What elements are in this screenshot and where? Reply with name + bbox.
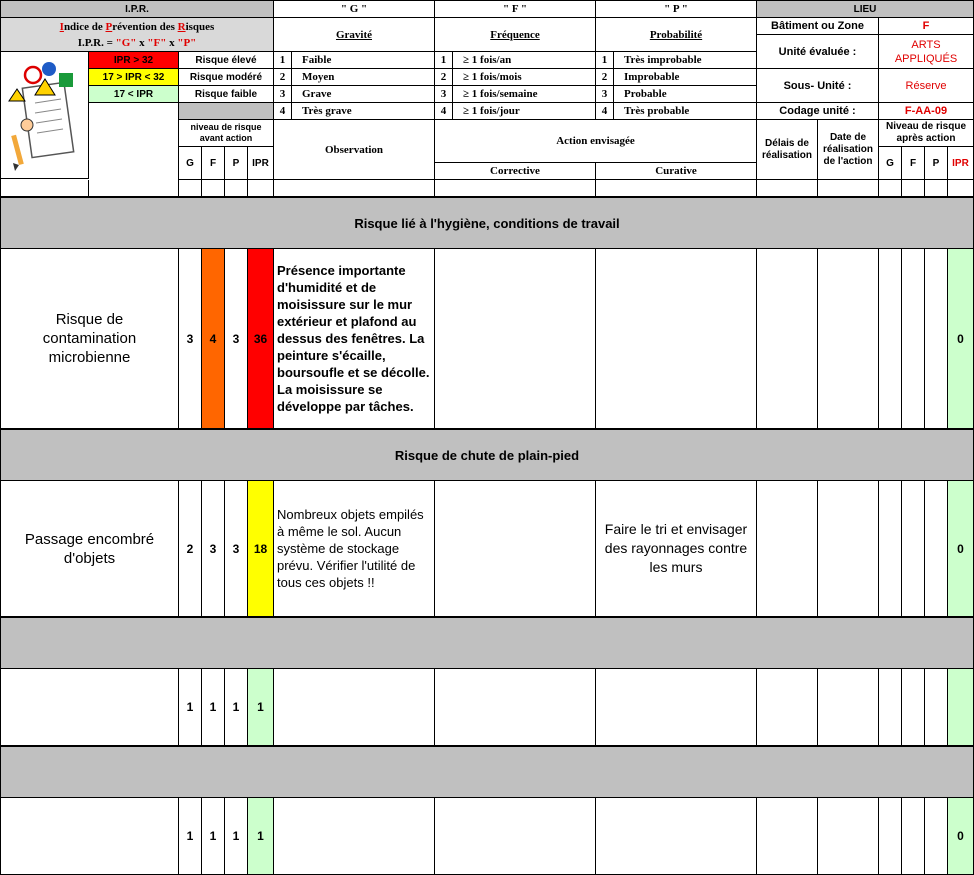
spacer-cell: [757, 180, 818, 197]
ipr-formula: [78, 35, 197, 51]
corrective-action: [435, 249, 596, 429]
after-p-cell: [925, 481, 948, 617]
sous-unite-label: Sous- Unité :: [757, 69, 879, 103]
g-scale-label: Grave: [292, 86, 435, 103]
spacer-cell: [1, 180, 89, 197]
sous-unite-value: Réserve: [879, 69, 974, 103]
date-cell: [818, 249, 879, 429]
after-g-cell: [879, 798, 902, 875]
g-scale-number: 4: [274, 103, 292, 120]
risk-ipr-value: 1: [248, 798, 274, 875]
risk-ipr-value: 36: [248, 249, 274, 429]
ipr-title-part: révention des: [112, 20, 178, 33]
p-scale-header: " P ": [596, 1, 757, 18]
g-scale-number: 2: [274, 69, 292, 86]
curative-action: Faire le tri et envisager des rayonnages contre les murs: [596, 481, 757, 617]
observation-text: [274, 669, 435, 746]
level-range-low: 17 < IPR: [89, 86, 179, 103]
ipr-title-part: isques: [185, 20, 215, 33]
formula-p: "P": [177, 36, 197, 49]
risk-p-value: 3: [225, 481, 248, 617]
p-scale-number: 4: [596, 103, 614, 120]
after-col-p: P: [925, 147, 948, 180]
curative-header: Curative: [596, 163, 757, 180]
date-header: Date de réalisation de l'action: [818, 120, 879, 180]
observation-text: [274, 798, 435, 875]
ipr-cap-i: I: [59, 20, 64, 33]
risk-g-value: 2: [179, 481, 202, 617]
date-cell: [818, 481, 879, 617]
delais-header: Délais de réalisation: [757, 120, 818, 180]
ipr-header: I.P.R.: [1, 1, 274, 18]
spacer-cell: [879, 180, 902, 197]
spacer-cell: [202, 180, 225, 197]
curative-action: [596, 669, 757, 746]
level-label-high: Risque élevé: [179, 52, 274, 69]
after-ipr-value: 0: [948, 481, 974, 617]
spacer-cell: [925, 180, 948, 197]
spacer-cell: [818, 180, 879, 197]
section-header: [1, 746, 974, 798]
safety-illustration: [1, 52, 89, 179]
risk-f-value: 3: [202, 481, 225, 617]
ipr-title: [1, 18, 274, 52]
risk-name: Passage encombré d'objets: [1, 481, 179, 617]
spacer-cell: [274, 180, 435, 197]
after-p-cell: [925, 669, 948, 746]
risk-f-value: 1: [202, 798, 225, 875]
p-scale-number: 2: [596, 69, 614, 86]
batiment-label: Bâtiment ou Zone: [757, 18, 879, 35]
delais-cell: [757, 481, 818, 617]
formula-x: x: [166, 36, 178, 49]
after-g-cell: [879, 249, 902, 429]
ipr-cap-p: P: [105, 20, 113, 33]
formula-text: I.P.R. =: [77, 36, 116, 49]
risk-name: [1, 669, 179, 746]
corrective-header: Corrective: [435, 163, 596, 180]
section-header: Risque lié à l'hygiène, conditions de travail: [1, 197, 974, 249]
p-scale-label: Très probable: [614, 103, 757, 120]
curative-action: [596, 798, 757, 875]
f-scale-title: Fréquence: [435, 18, 596, 52]
section-header: [1, 617, 974, 669]
risk-p-value: 1: [225, 669, 248, 746]
after-g-cell: [879, 481, 902, 617]
risk-f-value: 1: [202, 669, 225, 746]
f-scale-header: " F ": [435, 1, 596, 18]
blank-gray-cell: [179, 103, 274, 120]
g-scale-header: " G ": [274, 1, 435, 18]
ipr-cap-r: R: [177, 20, 186, 33]
risk-ipr-value: 1: [248, 669, 274, 746]
after-col-ipr: IPR: [948, 147, 974, 180]
observation-text: Présence importante d'humidité et de moisissure sur le mur extérieur et plafond au dessus des fenêtres. La peinture s'écaille, boursoufle et se décolle. La moisissure se développe par tâches.: [274, 249, 435, 429]
risk-ipr-value: 18: [248, 481, 274, 617]
f-scale-number: 3: [435, 86, 453, 103]
risk-p-value: 1: [225, 798, 248, 875]
after-col-f: F: [902, 147, 925, 180]
g-scale-label: Moyen: [292, 69, 435, 86]
after-action-header: Niveau de risque après action: [879, 120, 974, 147]
risk-g-value: 1: [179, 798, 202, 875]
ipr-title-part: ndice de: [63, 20, 106, 33]
observation-header: Observation: [274, 120, 435, 180]
spacer-cell: [948, 180, 974, 197]
batiment-value: F: [879, 18, 974, 35]
risk-f-value: 4: [202, 249, 225, 429]
f-scale-number: 2: [435, 69, 453, 86]
formula-x: x: [136, 36, 148, 49]
unite-label: Unité évaluée :: [757, 35, 879, 69]
lieu-header: LIEU: [757, 1, 974, 18]
f-scale-number: 4: [435, 103, 453, 120]
f-scale-number: 1: [435, 52, 453, 69]
codage-value: F-AA-09: [879, 103, 974, 120]
formula-f: "F": [147, 36, 167, 49]
spacer-cell: [248, 180, 274, 197]
ipr-title-line: [60, 19, 215, 35]
corrective-action: [435, 481, 596, 617]
p-scale-number: 1: [596, 52, 614, 69]
after-ipr-value: 0: [948, 249, 974, 429]
risk-name: [1, 798, 179, 875]
after-f-cell: [902, 249, 925, 429]
level-label-low: Risque faible: [179, 86, 274, 103]
delais-cell: [757, 669, 818, 746]
after-p-cell: [925, 798, 948, 875]
f-scale-label: ≥ 1 fois/mois: [453, 69, 596, 86]
risk-g-value: 1: [179, 669, 202, 746]
spacer-cell: [596, 180, 757, 197]
g-scale-number: 3: [274, 86, 292, 103]
corrective-action: [435, 669, 596, 746]
safety-signs-icon: [5, 55, 85, 175]
col-p: P: [225, 147, 248, 180]
f-scale-label: ≥ 1 fois/semaine: [453, 86, 596, 103]
before-action-header: niveau de risque avant action: [179, 120, 274, 147]
after-f-cell: [902, 481, 925, 617]
f-scale-label: ≥ 1 fois/jour: [453, 103, 596, 120]
spacer-cell: [225, 180, 248, 197]
date-cell: [818, 669, 879, 746]
spacer-cell: [89, 180, 179, 197]
level-label-medium: Risque modéré: [179, 69, 274, 86]
after-ipr-value: 0: [948, 798, 974, 875]
p-scale-label: Improbable: [614, 69, 757, 86]
unite-value: ARTS APPLIQUÉS: [879, 35, 974, 69]
delais-cell: [757, 249, 818, 429]
curative-action: [596, 249, 757, 429]
p-scale-title: Probabilité: [596, 18, 757, 52]
level-range-high: IPR > 32: [89, 52, 179, 69]
g-scale-number: 1: [274, 52, 292, 69]
after-f-cell: [902, 669, 925, 746]
after-col-g: G: [879, 147, 902, 180]
col-f: F: [202, 147, 225, 180]
blank-cell: [89, 103, 179, 180]
spacer-cell: [179, 180, 202, 197]
g-scale-label: Très grave: [292, 103, 435, 120]
date-cell: [818, 798, 879, 875]
g-scale-label: Faible: [292, 52, 435, 69]
after-f-cell: [902, 798, 925, 875]
p-scale-label: Probable: [614, 86, 757, 103]
col-g: G: [179, 147, 202, 180]
risk-p-value: 3: [225, 249, 248, 429]
g-scale-title: Gravité: [274, 18, 435, 52]
section-header: Risque de chute de plain-pied: [1, 429, 974, 481]
p-scale-number: 3: [596, 86, 614, 103]
formula-g: "G": [115, 36, 137, 49]
level-range-medium: 17 > IPR < 32: [89, 69, 179, 86]
p-scale-label: Très improbable: [614, 52, 757, 69]
observation-text: Nombreux objets empilés à même le sol. Aucun système de stockage prévu. Vérifier l'utilité de tous ces objets !!: [274, 481, 435, 617]
spacer-cell: [902, 180, 925, 197]
f-scale-label: ≥ 1 fois/an: [453, 52, 596, 69]
delais-cell: [757, 798, 818, 875]
after-p-cell: [925, 249, 948, 429]
action-header: Action envisagée: [435, 120, 757, 163]
after-g-cell: [879, 669, 902, 746]
risk-name: Risque de contamination microbienne: [1, 249, 179, 429]
after-ipr-value: [948, 669, 974, 746]
col-ipr: IPR: [248, 147, 274, 180]
corrective-action: [435, 798, 596, 875]
risk-g-value: 3: [179, 249, 202, 429]
codage-label: Codage unité :: [757, 103, 879, 120]
spacer-cell: [435, 180, 596, 197]
